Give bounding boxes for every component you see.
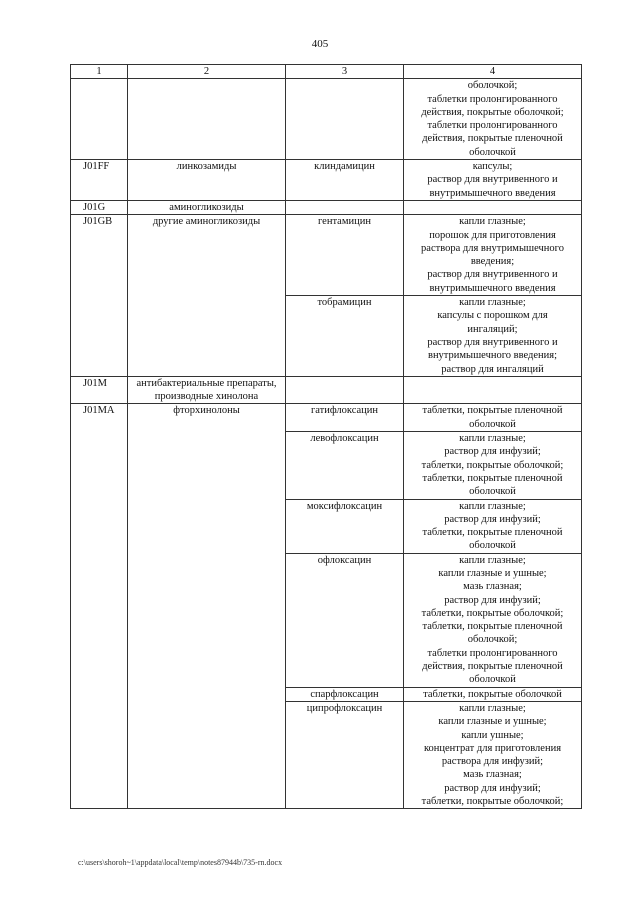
dosage-form-line: таблетки, покрытые оболочкой; (421, 459, 564, 471)
dosage-form-line: капли глазные; (459, 297, 526, 309)
table-row (71, 404, 582, 432)
dosage-forms-cell (404, 404, 582, 432)
group-name-cell: антибактериальные препараты, производные хинолона (128, 376, 286, 404)
atc-code-cell (71, 296, 128, 377)
dosage-form-line: таблетки, покрытые пленочной (422, 527, 563, 539)
dosage-form-line: действия, покрытые пленочной (422, 661, 563, 673)
atc-code-cell: J01GB (71, 215, 128, 296)
dosage-form-line: таблетки, покрытые оболочкой (423, 688, 562, 700)
table-row (71, 296, 582, 377)
dosage-form-line: таблетки, покрытые оболочкой; (421, 607, 564, 619)
group-name-cell (128, 687, 286, 701)
column-header: 1 (71, 65, 128, 79)
group-name-cell (128, 553, 286, 687)
dosage-form-line: капсулы с порошком для (437, 310, 548, 322)
table-row (71, 701, 582, 808)
dosage-form-line: оболочкой; (467, 80, 518, 92)
atc-code-cell (71, 432, 128, 499)
dosage-forms-cell (404, 701, 582, 808)
dosage-form-line: мазь глазная; (463, 581, 522, 593)
dosage-form-line: ингаляций; (467, 323, 518, 335)
table-row (71, 687, 582, 701)
dosage-form-line: капли глазные; (459, 216, 526, 228)
table-body (71, 79, 582, 809)
column-header: 4 (404, 65, 582, 79)
table-row (71, 376, 582, 404)
dosage-form-line: раствор для внутривенного и (427, 336, 558, 348)
group-name-cell: другие аминогликозиды (128, 215, 286, 296)
group-name-cell (128, 432, 286, 499)
dosage-form-line: раствор для инфузий; (444, 594, 541, 606)
drug-name-cell: левофлоксацин (286, 432, 404, 499)
dosage-forms-cell (404, 296, 582, 377)
dosage-form-line: внутримышечного введения (429, 282, 556, 294)
page-number: 405 (311, 38, 329, 50)
table-row (71, 160, 582, 201)
atc-code-cell (71, 701, 128, 808)
drug-name-cell: тобрамицин (286, 296, 404, 377)
dosage-form-line: капли ушные; (461, 729, 524, 741)
atc-code-cell (71, 687, 128, 701)
group-name-cell: фторхинолоны (128, 404, 286, 432)
dosage-form-line: таблетки, покрытые пленочной (422, 472, 563, 484)
drug-name-cell (286, 376, 404, 404)
dosage-form-line: раствор для внутривенного и (427, 174, 558, 186)
drug-table (70, 64, 582, 809)
dosage-form-line: оболочкой (469, 418, 516, 430)
group-name-cell (128, 701, 286, 808)
dosage-form-line: раствор для инфузий; (444, 782, 541, 794)
table-row (71, 79, 582, 160)
dosage-forms-cell (404, 432, 582, 499)
dosage-forms-cell (404, 376, 582, 404)
dosage-form-line: концентрат для приготовления (423, 742, 562, 754)
dosage-forms-cell (404, 499, 582, 553)
dosage-forms-cell (404, 687, 582, 701)
group-name-cell: линкозамиды (128, 160, 286, 201)
dosage-form-line: таблетки, покрытые пленочной (422, 621, 563, 633)
dosage-forms-cell (404, 553, 582, 687)
footer-file-path: c:\users\shoroh~1\appdata\local\temp\notes87944b\735-rn.docx (78, 858, 283, 867)
group-name-cell (128, 499, 286, 553)
dosage-forms-cell (404, 200, 582, 214)
dosage-form-line: внутримышечного введения (429, 187, 556, 199)
group-name-cell (128, 79, 286, 160)
dosage-form-line: действия, покрытые пленочной (422, 133, 563, 145)
atc-code-cell (71, 499, 128, 553)
group-name-cell: аминогликозиды (128, 200, 286, 214)
dosage-form-line: таблетки пролонгированного (427, 120, 558, 132)
table-row (71, 200, 582, 214)
drug-name-cell (286, 200, 404, 214)
atc-code-cell (71, 79, 128, 160)
group-name-cell (128, 296, 286, 377)
dosage-form-line: раствор для инфузий; (444, 513, 541, 525)
dosage-form-line: мазь глазная; (463, 769, 522, 781)
atc-code-cell: J01FF (71, 160, 128, 201)
dosage-form-line: оболочкой (469, 486, 516, 498)
column-header: 2 (128, 65, 286, 79)
dosage-form-line: раствор для внутривенного и (427, 269, 558, 281)
dosage-form-line: таблетки, покрытые пленочной (422, 405, 563, 417)
dosage-form-line: порошок для приготовления (429, 229, 556, 241)
dosage-form-line: капли глазные; (459, 433, 526, 445)
dosage-form-line: раствора для внутримышечного (421, 242, 564, 254)
dosage-form-line: раствор для ингаляций (441, 363, 544, 375)
drug-name-cell: гатифлоксацин (286, 404, 404, 432)
drug-name-cell: офлоксацин (286, 553, 404, 687)
column-header: 3 (286, 65, 404, 79)
drug-name-cell: ципрофлоксацин (286, 701, 404, 808)
table-row (71, 499, 582, 553)
dosage-form-line: капли глазные; (459, 702, 526, 714)
dosage-form-line: раствора для инфузий; (441, 756, 544, 768)
dosage-form-line: таблетки, покрытые оболочкой; (421, 796, 564, 808)
dosage-forms-cell (404, 215, 582, 296)
drug-name-cell: моксифлоксацин (286, 499, 404, 553)
header-row (71, 65, 582, 79)
dosage-form-line: капли глазные и ушные; (438, 567, 547, 579)
atc-code-cell: J01M (71, 376, 128, 404)
drug-name-cell: гентамицин (286, 215, 404, 296)
dosage-form-line: действия, покрытые оболочкой; (421, 106, 564, 118)
drug-name-cell (286, 79, 404, 160)
dosage-form-line: оболочкой (469, 540, 516, 552)
atc-code-cell: J01MA (71, 404, 128, 432)
dosage-form-line: оболочкой (469, 146, 516, 158)
dosage-form-line: оболочкой; (467, 634, 518, 646)
dosage-form-line: капли глазные; (459, 500, 526, 512)
atc-code-cell: J01G (71, 200, 128, 214)
dosage-form-line: введения; (470, 256, 515, 268)
atc-code-cell (71, 553, 128, 687)
dosage-form-line: таблетки пролонгированного (427, 93, 558, 105)
table-row (71, 432, 582, 499)
dosage-form-line: раствор для инфузий; (444, 446, 541, 458)
dosage-form-line: внутримышечного введения; (427, 350, 558, 362)
dosage-forms-cell (404, 79, 582, 160)
drug-name-cell: спарфлоксацин (286, 687, 404, 701)
table-row (71, 215, 582, 296)
dosage-form-line: капсулы; (472, 161, 513, 173)
table-row (71, 553, 582, 687)
dosage-form-line: таблетки пролонгированного (427, 647, 558, 659)
dosage-form-line: капли глазные; (459, 554, 526, 566)
drug-name-cell: клиндамицин (286, 160, 404, 201)
dosage-form-line: капли глазные и ушные; (438, 716, 547, 728)
dosage-forms-cell (404, 160, 582, 201)
dosage-form-line: оболочкой (469, 674, 516, 686)
